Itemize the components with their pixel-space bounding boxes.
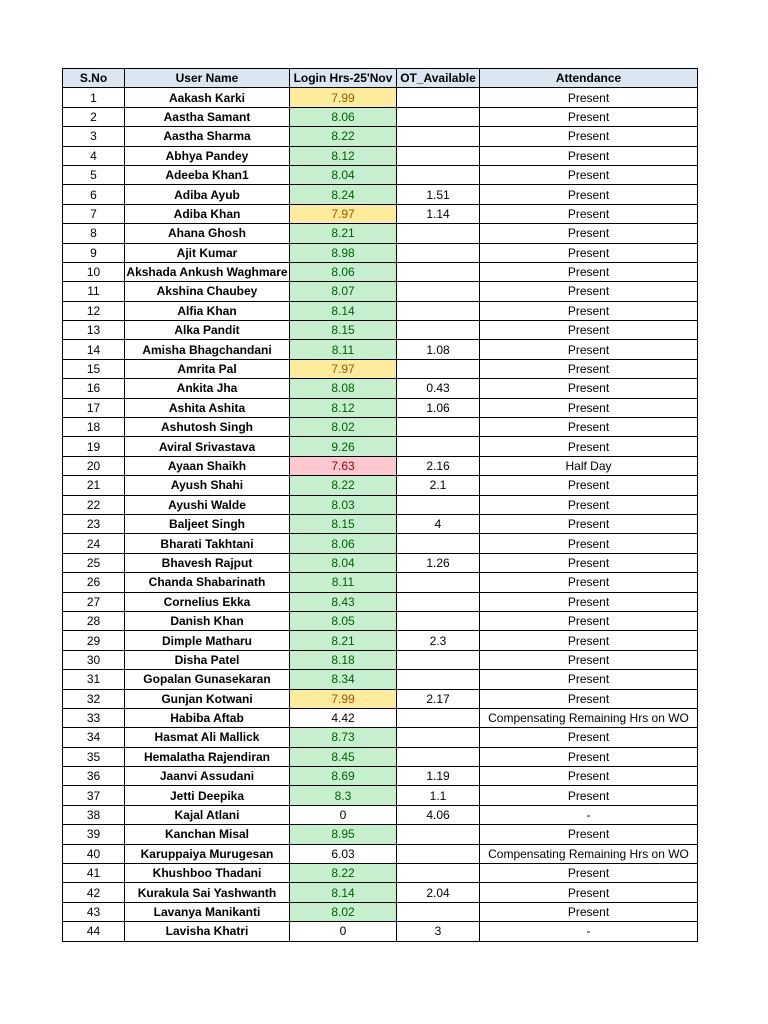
attendance-cell: Present — [480, 321, 698, 340]
table-row — [63, 437, 698, 456]
user-name-cell: Amisha Bhagchandani — [125, 340, 290, 359]
table-row — [63, 127, 698, 146]
user-name-cell: Aakash Karki — [125, 88, 290, 107]
sno-cell: 13 — [63, 321, 125, 340]
user-name-cell: Adiba Ayub — [125, 185, 290, 204]
user-name-cell: Adeeba Khan1 — [125, 165, 290, 184]
login-hrs-cell: 8.04 — [290, 165, 397, 184]
ot-available-cell — [397, 902, 480, 921]
sno-cell: 35 — [63, 747, 125, 766]
sno-cell: 33 — [63, 708, 125, 727]
ot-available-cell — [397, 437, 480, 456]
table-row — [63, 282, 698, 301]
user-name-cell: Hemalatha Rajendiran — [125, 747, 290, 766]
attendance-cell: Present — [480, 340, 698, 359]
table-row — [63, 825, 698, 844]
table-row — [63, 534, 698, 553]
ot-available-cell — [397, 165, 480, 184]
attendance-cell: Present — [480, 767, 698, 786]
user-name-cell: Ankita Jha — [125, 379, 290, 398]
sno-cell: 10 — [63, 262, 125, 281]
sno-cell: 3 — [63, 127, 125, 146]
attendance-cell: Present — [480, 631, 698, 650]
table-row — [63, 107, 698, 126]
sno-cell: 39 — [63, 825, 125, 844]
ot-available-cell — [397, 418, 480, 437]
table-row — [63, 689, 698, 708]
sno-cell: 22 — [63, 495, 125, 514]
attendance-cell: Present — [480, 88, 698, 107]
login-hrs-cell: 8.11 — [290, 340, 397, 359]
user-name-cell: Gunjan Kotwani — [125, 689, 290, 708]
attendance-cell: Present — [480, 398, 698, 417]
attendance-cell: Present — [480, 573, 698, 592]
user-name-cell: Dimple Matharu — [125, 631, 290, 650]
ot-available-cell — [397, 262, 480, 281]
ot-available-cell — [397, 107, 480, 126]
attendance-cell: Present — [480, 495, 698, 514]
table-row — [63, 379, 698, 398]
sno-cell: 29 — [63, 631, 125, 650]
login-hrs-cell: 7.99 — [290, 88, 397, 107]
login-hrs-cell: 8.08 — [290, 379, 397, 398]
user-name-cell: Amrita Pal — [125, 359, 290, 378]
login-hrs-cell: 8.14 — [290, 301, 397, 320]
sno-cell: 36 — [63, 767, 125, 786]
user-name-cell: Alka Pandit — [125, 321, 290, 340]
user-name-cell: Karuppaiya Murugesan — [125, 844, 290, 863]
ot-available-cell: 1.19 — [397, 767, 480, 786]
sno-cell: 42 — [63, 883, 125, 902]
sno-cell: 1 — [63, 88, 125, 107]
user-name-cell: Abhya Pandey — [125, 146, 290, 165]
user-name-cell: Habiba Aftab — [125, 708, 290, 727]
ot-available-cell — [397, 670, 480, 689]
sno-cell: 25 — [63, 553, 125, 572]
ot-available-cell — [397, 495, 480, 514]
table-row — [63, 670, 698, 689]
login-hrs-cell: 8.22 — [290, 127, 397, 146]
sno-cell: 5 — [63, 165, 125, 184]
ot-available-cell: 2.3 — [397, 631, 480, 650]
table-row — [63, 844, 698, 863]
attendance-cell: - — [480, 922, 698, 941]
sno-cell: 9 — [63, 243, 125, 262]
attendance-cell: Present — [480, 418, 698, 437]
table-row — [63, 418, 698, 437]
table-row — [63, 747, 698, 766]
login-hrs-cell: 0 — [290, 805, 397, 824]
ot-available-cell — [397, 728, 480, 747]
sno-cell: 2 — [63, 107, 125, 126]
table-row — [63, 922, 698, 941]
attendance-cell: Present — [480, 864, 698, 883]
ot-available-cell — [397, 127, 480, 146]
attendance-cell: Present — [480, 534, 698, 553]
login-hrs-cell: 8.21 — [290, 224, 397, 243]
attendance-cell: Present — [480, 262, 698, 281]
attendance-cell: Present — [480, 476, 698, 495]
user-name-cell: Aviral Srivastava — [125, 437, 290, 456]
attendance-cell: Present — [480, 592, 698, 611]
table-row — [63, 883, 698, 902]
table-row — [63, 631, 698, 650]
table-row — [63, 88, 698, 107]
table-row — [63, 456, 698, 475]
attendance-cell: Compensating Remaining Hrs on WO — [480, 844, 698, 863]
login-hrs-cell: 8.15 — [290, 321, 397, 340]
sno-cell: 6 — [63, 185, 125, 204]
login-hrs-cell: 6.03 — [290, 844, 397, 863]
login-hrs-cell: 4.42 — [290, 708, 397, 727]
attendance-cell: Present — [480, 185, 698, 204]
user-name-cell: Baljeet Singh — [125, 514, 290, 533]
attendance-cell: Present — [480, 282, 698, 301]
login-hrs-cell: 8.22 — [290, 476, 397, 495]
user-name-cell: Ashutosh Singh — [125, 418, 290, 437]
sno-cell: 19 — [63, 437, 125, 456]
sno-cell: 18 — [63, 418, 125, 437]
login-hrs-cell: 8.07 — [290, 282, 397, 301]
login-hrs-cell: 8.02 — [290, 418, 397, 437]
login-hrs-cell: 7.97 — [290, 359, 397, 378]
sno-cell: 21 — [63, 476, 125, 495]
sno-cell: 38 — [63, 805, 125, 824]
login-hrs-cell: 8.06 — [290, 262, 397, 281]
attendance-cell: Present — [480, 650, 698, 669]
login-hrs-cell: 7.63 — [290, 456, 397, 475]
user-name-cell: Ayaan Shaikh — [125, 456, 290, 475]
sno-cell: 24 — [63, 534, 125, 553]
sno-cell: 41 — [63, 864, 125, 883]
login-hrs-cell: 0 — [290, 922, 397, 941]
user-name-cell: Bhavesh Rajput — [125, 553, 290, 572]
user-name-cell: Ahana Ghosh — [125, 224, 290, 243]
sno-cell: 43 — [63, 902, 125, 921]
user-name-cell: Kanchan Misal — [125, 825, 290, 844]
sno-cell: 12 — [63, 301, 125, 320]
header-sno: S.No — [63, 69, 125, 88]
ot-available-cell — [397, 573, 480, 592]
login-hrs-cell: 8.06 — [290, 107, 397, 126]
login-hrs-cell: 7.99 — [290, 689, 397, 708]
ot-available-cell — [397, 592, 480, 611]
attendance-cell: - — [480, 805, 698, 824]
ot-available-cell — [397, 321, 480, 340]
table-row — [63, 650, 698, 669]
table-row — [63, 708, 698, 727]
header-user-name: User Name — [125, 69, 290, 88]
ot-available-cell: 1.06 — [397, 398, 480, 417]
ot-available-cell: 2.1 — [397, 476, 480, 495]
attendance-cell: Present — [480, 204, 698, 223]
attendance-cell: Present — [480, 379, 698, 398]
login-hrs-cell: 8.69 — [290, 767, 397, 786]
sno-cell: 31 — [63, 670, 125, 689]
attendance-cell: Compensating Remaining Hrs on WO — [480, 708, 698, 727]
login-hrs-cell: 8.03 — [290, 495, 397, 514]
user-name-cell: Bharati Takhtani — [125, 534, 290, 553]
ot-available-cell — [397, 301, 480, 320]
login-hrs-cell: 8.06 — [290, 534, 397, 553]
attendance-cell: Present — [480, 883, 698, 902]
table-row — [63, 767, 698, 786]
header-attendance: Attendance — [480, 69, 698, 88]
user-name-cell: Ayushi Walde — [125, 495, 290, 514]
sno-cell: 34 — [63, 728, 125, 747]
table-row — [63, 611, 698, 630]
ot-available-cell: 1.14 — [397, 204, 480, 223]
user-name-cell: Jetti Deepika — [125, 786, 290, 805]
ot-available-cell: 1.08 — [397, 340, 480, 359]
user-name-cell: Danish Khan — [125, 611, 290, 630]
login-hrs-cell: 8.04 — [290, 553, 397, 572]
ot-available-cell — [397, 224, 480, 243]
sno-cell: 23 — [63, 514, 125, 533]
table-row — [63, 165, 698, 184]
ot-available-cell: 2.16 — [397, 456, 480, 475]
sno-cell: 37 — [63, 786, 125, 805]
sno-cell: 30 — [63, 650, 125, 669]
user-name-cell: Jaanvi Assudani — [125, 767, 290, 786]
table-row — [63, 728, 698, 747]
ot-available-cell — [397, 282, 480, 301]
sno-cell: 8 — [63, 224, 125, 243]
attendance-cell: Present — [480, 437, 698, 456]
sno-cell: 27 — [63, 592, 125, 611]
attendance-cell: Half Day — [480, 456, 698, 475]
ot-available-cell — [397, 825, 480, 844]
attendance-cell: Present — [480, 243, 698, 262]
login-hrs-cell: 8.15 — [290, 514, 397, 533]
attendance-cell: Present — [480, 670, 698, 689]
ot-available-cell — [397, 611, 480, 630]
login-hrs-cell: 8.22 — [290, 864, 397, 883]
attendance-cell: Present — [480, 747, 698, 766]
header-ot-available: OT_Available — [397, 69, 480, 88]
login-hrs-cell: 8.05 — [290, 611, 397, 630]
ot-available-cell — [397, 534, 480, 553]
table-row — [63, 359, 698, 378]
ot-available-cell: 2.04 — [397, 883, 480, 902]
ot-available-cell: 1.1 — [397, 786, 480, 805]
ot-available-cell — [397, 146, 480, 165]
sno-cell: 16 — [63, 379, 125, 398]
login-hrs-cell: 8.02 — [290, 902, 397, 921]
table-row — [63, 476, 698, 495]
sno-cell: 44 — [63, 922, 125, 941]
attendance-cell: Present — [480, 224, 698, 243]
user-name-cell: Lavanya Manikanti — [125, 902, 290, 921]
ot-available-cell — [397, 243, 480, 262]
login-hrs-cell: 8.95 — [290, 825, 397, 844]
user-name-cell: Khushboo Thadani — [125, 864, 290, 883]
table-row — [63, 786, 698, 805]
attendance-table — [62, 68, 698, 942]
ot-available-cell — [397, 844, 480, 863]
table-row — [63, 592, 698, 611]
table-row — [63, 398, 698, 417]
table-row — [63, 224, 698, 243]
attendance-cell: Present — [480, 359, 698, 378]
table-row — [63, 262, 698, 281]
sno-cell: 15 — [63, 359, 125, 378]
table-row — [63, 514, 698, 533]
user-name-cell: Chanda Shabarinath — [125, 573, 290, 592]
attendance-cell: Present — [480, 107, 698, 126]
ot-available-cell — [397, 708, 480, 727]
login-hrs-cell: 8.11 — [290, 573, 397, 592]
login-hrs-cell: 8.43 — [290, 592, 397, 611]
table-row — [63, 243, 698, 262]
user-name-cell: Akshada Ankush Waghmare — [125, 262, 290, 281]
sno-cell: 20 — [63, 456, 125, 475]
user-name-cell: Adiba Khan — [125, 204, 290, 223]
sno-cell: 40 — [63, 844, 125, 863]
login-hrs-cell: 7.97 — [290, 204, 397, 223]
ot-available-cell — [397, 359, 480, 378]
ot-available-cell — [397, 88, 480, 107]
attendance-cell: Present — [480, 786, 698, 805]
ot-available-cell — [397, 650, 480, 669]
user-name-cell: Disha Patel — [125, 650, 290, 669]
table-row — [63, 805, 698, 824]
table-body — [63, 88, 698, 941]
attendance-cell: Present — [480, 514, 698, 533]
table-row — [63, 495, 698, 514]
login-hrs-cell: 8.21 — [290, 631, 397, 650]
login-hrs-cell: 9.26 — [290, 437, 397, 456]
table-row — [63, 864, 698, 883]
ot-available-cell: 4.06 — [397, 805, 480, 824]
ot-available-cell — [397, 747, 480, 766]
ot-available-cell: 3 — [397, 922, 480, 941]
login-hrs-cell: 8.34 — [290, 670, 397, 689]
attendance-cell: Present — [480, 825, 698, 844]
table-row — [63, 204, 698, 223]
sno-cell: 26 — [63, 573, 125, 592]
header-row — [63, 69, 698, 88]
header-login-hrs: Login Hrs-25'Nov — [290, 69, 397, 88]
login-hrs-cell: 8.24 — [290, 185, 397, 204]
table-row — [63, 321, 698, 340]
user-name-cell: Akshina Chaubey — [125, 282, 290, 301]
user-name-cell: Alfia Khan — [125, 301, 290, 320]
sno-cell: 11 — [63, 282, 125, 301]
login-hrs-cell: 8.18 — [290, 650, 397, 669]
ot-available-cell: 4 — [397, 514, 480, 533]
login-hrs-cell: 8.3 — [290, 786, 397, 805]
ot-available-cell: 1.26 — [397, 553, 480, 572]
user-name-cell: Ajit Kumar — [125, 243, 290, 262]
sno-cell: 7 — [63, 204, 125, 223]
attendance-cell: Present — [480, 728, 698, 747]
attendance-cell: Present — [480, 165, 698, 184]
user-name-cell: Kurakula Sai Yashwanth — [125, 883, 290, 902]
attendance-cell: Present — [480, 146, 698, 165]
sno-cell: 17 — [63, 398, 125, 417]
sno-cell: 32 — [63, 689, 125, 708]
login-hrs-cell: 8.45 — [290, 747, 397, 766]
attendance-cell: Present — [480, 689, 698, 708]
attendance-cell: Present — [480, 553, 698, 572]
attendance-cell: Present — [480, 611, 698, 630]
user-name-cell: Aastha Samant — [125, 107, 290, 126]
table-row — [63, 301, 698, 320]
ot-available-cell: 0.43 — [397, 379, 480, 398]
sno-cell: 14 — [63, 340, 125, 359]
user-name-cell: Hasmat Ali Mallick — [125, 728, 290, 747]
login-hrs-cell: 8.14 — [290, 883, 397, 902]
user-name-cell: Gopalan Gunasekaran — [125, 670, 290, 689]
sno-cell: 28 — [63, 611, 125, 630]
login-hrs-cell: 8.98 — [290, 243, 397, 262]
user-name-cell: Ayush Shahi — [125, 476, 290, 495]
ot-available-cell: 1.51 — [397, 185, 480, 204]
table-row — [63, 185, 698, 204]
table-row — [63, 340, 698, 359]
user-name-cell: Lavisha Khatri — [125, 922, 290, 941]
sno-cell: 4 — [63, 146, 125, 165]
ot-available-cell — [397, 864, 480, 883]
user-name-cell: Kajal Atlani — [125, 805, 290, 824]
table-row — [63, 553, 698, 572]
user-name-cell: Aastha Sharma — [125, 127, 290, 146]
attendance-cell: Present — [480, 902, 698, 921]
table-row — [63, 573, 698, 592]
login-hrs-cell: 8.73 — [290, 728, 397, 747]
table-row — [63, 146, 698, 165]
table-row — [63, 902, 698, 921]
user-name-cell: Ashita Ashita — [125, 398, 290, 417]
login-hrs-cell: 8.12 — [290, 146, 397, 165]
attendance-cell: Present — [480, 127, 698, 146]
attendance-cell: Present — [480, 301, 698, 320]
ot-available-cell: 2.17 — [397, 689, 480, 708]
login-hrs-cell: 8.12 — [290, 398, 397, 417]
user-name-cell: Cornelius Ekka — [125, 592, 290, 611]
